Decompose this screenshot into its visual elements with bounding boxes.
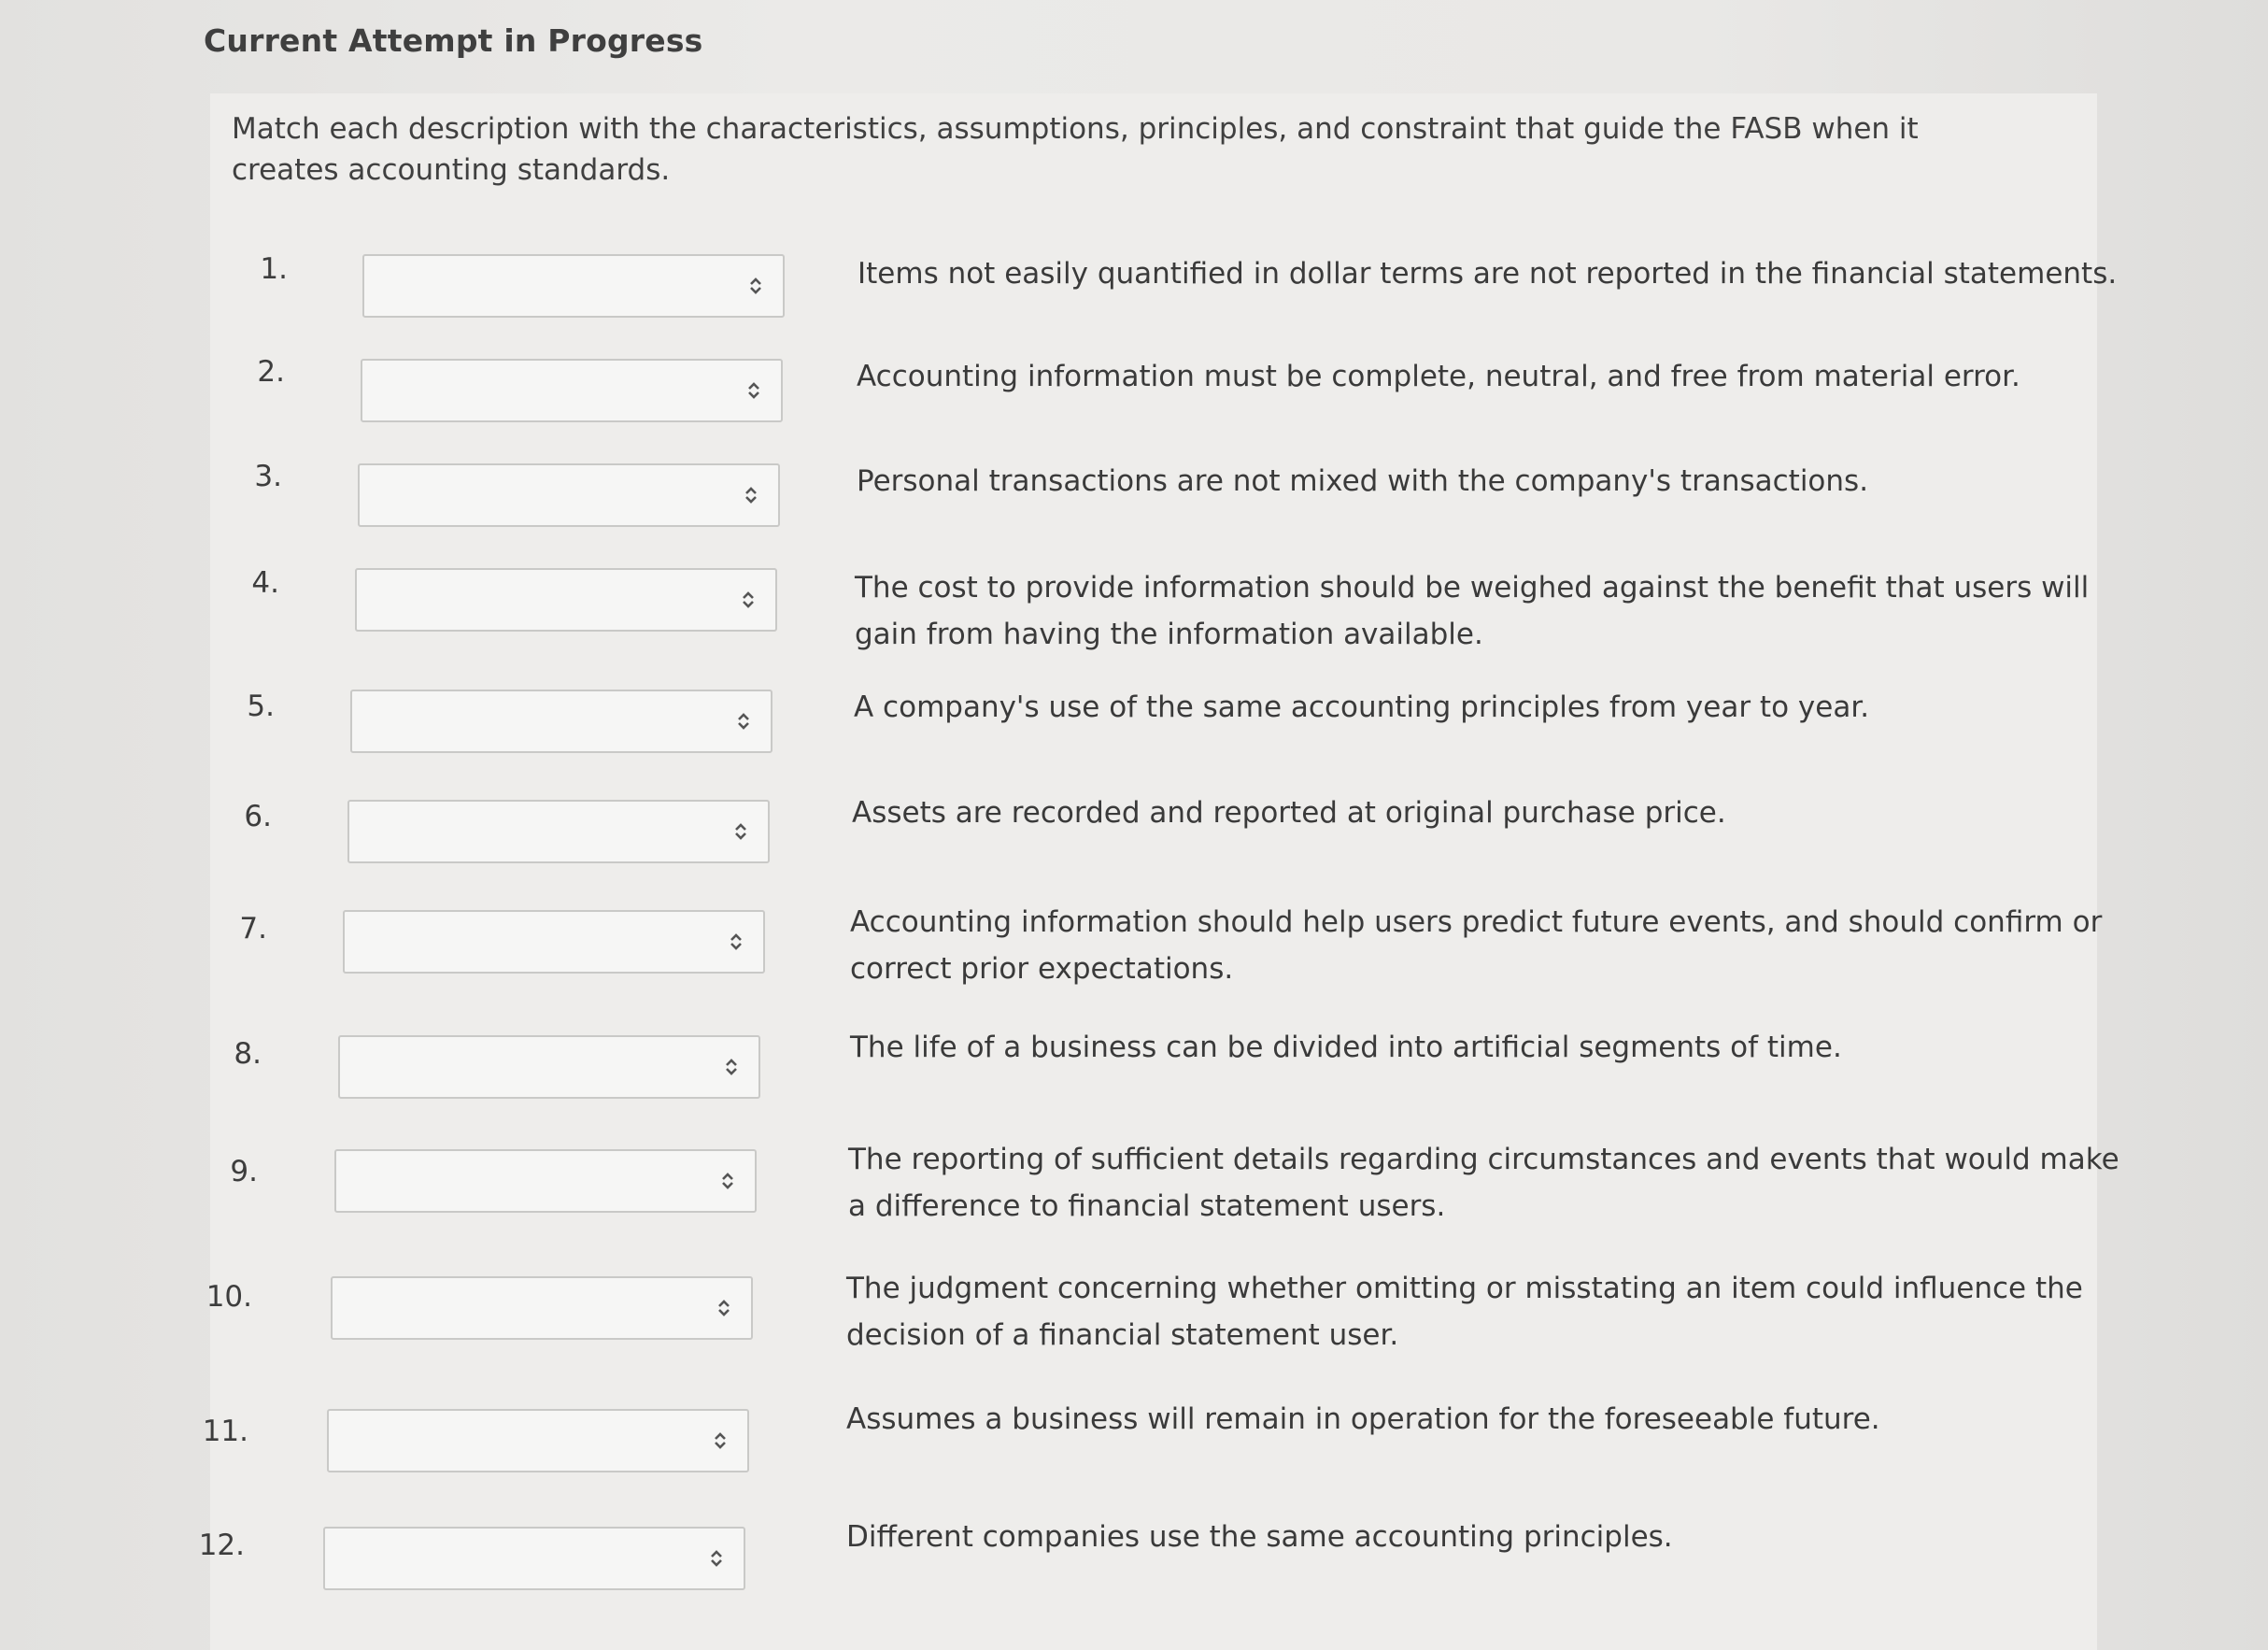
item-number: 12. (198, 1529, 245, 1562)
match-dropdown[interactable] (362, 254, 785, 318)
updown-chevron-icon (747, 380, 760, 401)
item-number: 9. (230, 1155, 258, 1188)
item-number: 1. (260, 252, 288, 286)
item-description: Assets are recorded and reported at original purchase price. (852, 796, 1726, 830)
match-dropdown[interactable] (338, 1035, 760, 1099)
match-dropdown[interactable] (350, 690, 773, 753)
match-dropdown[interactable] (355, 568, 777, 632)
updown-chevron-icon (737, 711, 750, 732)
item-description: Assumes a business will remain in operation for the foreseeable future. (846, 1402, 1880, 1436)
updown-chevron-icon (742, 590, 755, 610)
match-dropdown[interactable] (327, 1409, 749, 1472)
match-dropdown[interactable] (331, 1276, 753, 1340)
item-description: Accounting information must be complete, neutral, and free from material error. (857, 360, 2020, 393)
updown-chevron-icon (744, 485, 758, 505)
match-dropdown[interactable] (323, 1527, 745, 1590)
item-number: 3. (254, 460, 282, 493)
item-description: The judgment concerning whether omitting or misstating an item could influence the decision of a financial statement user. (846, 1272, 2083, 1352)
page-title: Current Attempt in Progress (204, 22, 703, 59)
updown-chevron-icon (714, 1430, 727, 1451)
item-description: The reporting of sufficient details regarding circumstances and events that would make a difference to financial statement users. (848, 1143, 2119, 1223)
item-number: 6. (244, 800, 272, 833)
item-number: 7. (239, 912, 267, 946)
match-dropdown[interactable] (334, 1149, 757, 1213)
match-dropdown[interactable] (343, 910, 765, 974)
item-number: 11. (202, 1415, 248, 1448)
match-dropdown[interactable] (358, 463, 780, 527)
item-number: 4. (251, 566, 279, 600)
item-number: 2. (257, 355, 285, 389)
item-description: Items not easily quantified in dollar terms are not reported in the financial statements. (858, 257, 2118, 291)
item-number: 5. (247, 690, 275, 723)
updown-chevron-icon (721, 1171, 734, 1191)
item-description: Accounting information should help users predict future events, and should confirm or correct prior expectations. (850, 905, 2103, 986)
item-number: 10. (206, 1280, 252, 1314)
updown-chevron-icon (749, 276, 762, 296)
updown-chevron-icon (730, 932, 743, 952)
item-description: The cost to provide information should be weighed against the benefit that users will gain from having the information available. (855, 571, 2090, 651)
item-description: Different companies use the same accounting principles. (846, 1520, 1673, 1554)
item-number: 8. (234, 1037, 262, 1071)
updown-chevron-icon (710, 1548, 723, 1569)
question-instructions: Match each description with the characteristics, assumptions, principles, and constraint that guide the FASB when it creates accounting standards. (232, 112, 1919, 187)
updown-chevron-icon (717, 1298, 730, 1318)
item-description: Personal transactions are not mixed with the company's transactions. (857, 464, 1869, 498)
item-description: The life of a business can be divided into artificial segments of time. (850, 1031, 1842, 1064)
item-description: A company's use of the same accounting principles from year to year. (854, 690, 1870, 724)
match-dropdown[interactable] (347, 800, 770, 863)
updown-chevron-icon (734, 821, 747, 842)
match-dropdown[interactable] (361, 359, 783, 422)
updown-chevron-icon (725, 1057, 738, 1077)
